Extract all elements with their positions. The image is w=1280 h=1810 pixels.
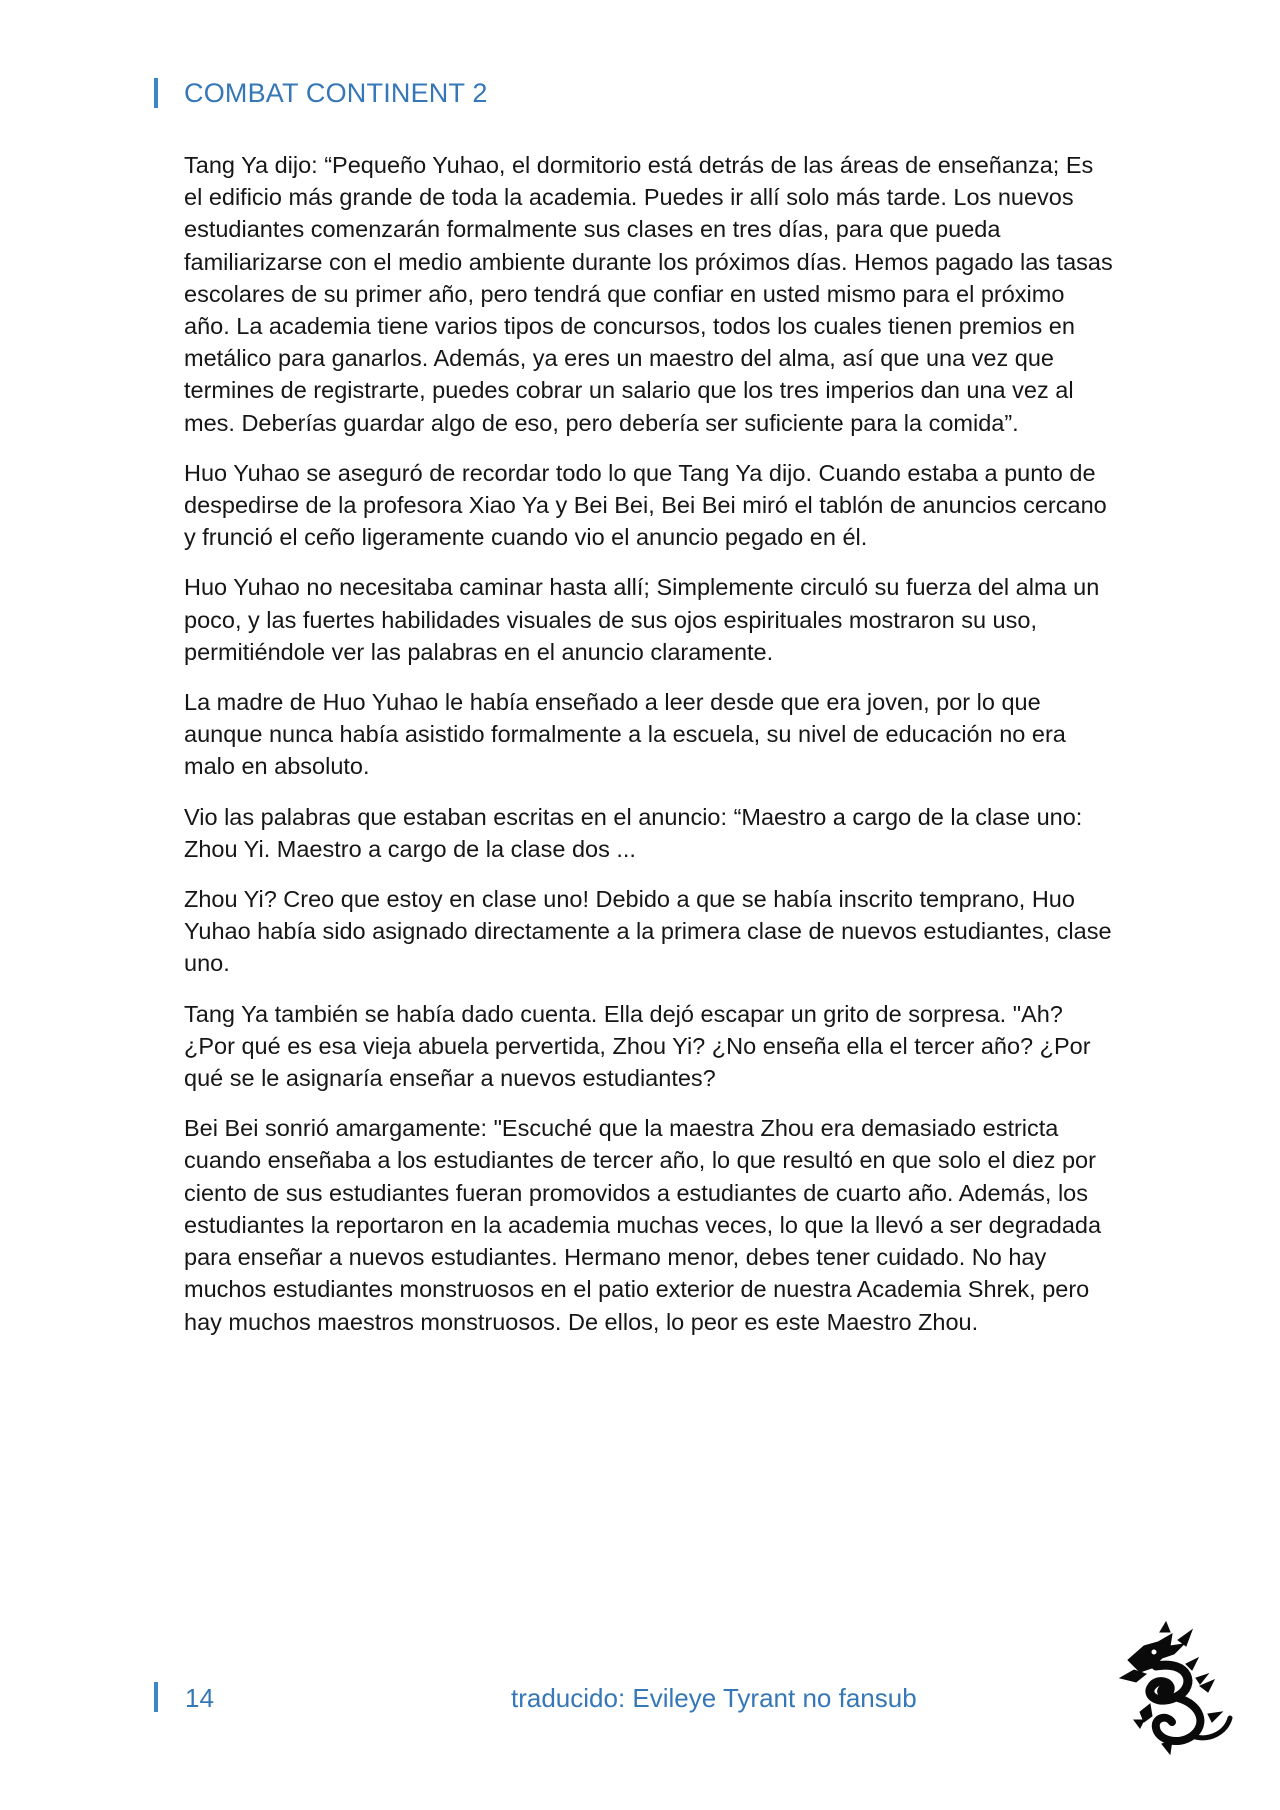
paragraph: Tang Ya también se había dado cuenta. Ella dejó escapar un grito de sorpresa. "Ah? ¿Por qué es esa vieja abuela pervertida, Zhou Yi? ¿No enseña ella el tercer año? ¿Por qué se le asignaría enseñar a nuevos estudiantes? <box>184 1000 1091 1092</box>
paragraph: Bei Bei sonrió amargamente: "Escuché que la maestra Zhou era demasiado estricta cuando enseñaba a los estudiantes de tercer año, lo que resultó en que solo el diez por ciento de sus estudiantes fueran promovidos a estudiantes de cuarto año. Además, los estudiantes la reportaron en la academia muchas veces, lo que la llevó a ser degradada para enseñar a nuevos estudiantes. Hermano menor, debes tener cuidado. No hay muchos estudiantes monstruosos en el patio exterior de nuestra Academia Shrek, pero hay muchos maestros monstruosos. De ellos, lo peor es este Maestro Zhou. <box>184 1115 1102 1335</box>
page-title: COMBAT CONTINENT 2 <box>184 78 488 108</box>
header-accent-bar <box>154 78 158 108</box>
paragraph: Tang Ya dijo: “Pequeño Yuhao, el dormitorio está detrás de las áreas de enseñanza; Es el edificio más grande de toda la academia. Puedes ir allí solo más tarde. Los nuevos estudiantes comenzarán formalmente sus clases en tres días, para que pueda familiarizarse con el medio ambiente durante los próximos días. Hemos pagado las tasas escolares de su primer año, pero tendrá que confiar en usted mismo para el próximo año. La academia tiene varios tipos de concursos, todos los cuales tienen premios en metálico para ganarlos. Además, ya eres un maestro del alma, así que una vez que termines de registrarte, puedes cobrar un salario que los tres imperios dan una vez al mes. Deberías guardar algo de eso, pero debería ser suficiente para la comida”. <box>184 152 1113 436</box>
translator-credit: traducido: Evileye Tyrant no fansub <box>511 1683 917 1713</box>
document-body <box>184 149 1114 1356</box>
paragraph: Huo Yuhao no necesitaba caminar hasta allí; Simplemente circuló su fuerza del alma un poco, y las fuertes habilidades visuales de sus ojos espirituales mostraron su uso, permitiéndole ver las palabras en el anuncio claramente. <box>184 574 1100 665</box>
dragon-logo-icon <box>1100 1620 1240 1760</box>
footer-accent-bar <box>154 1682 158 1712</box>
paragraph: La madre de Huo Yuhao le había enseñado a leer desde que era joven, por lo que aunque nunca había asistido formalmente a la escuela, su nivel de educación no era malo en absoluto. <box>184 689 1066 780</box>
paragraph: Vio las palabras que estaban escritas en el anuncio: “Maestro a cargo de la clase uno: Zhou Yi. Maestro a cargo de la clase dos ... <box>184 803 1083 862</box>
paragraph: Zhou Yi? Creo que estoy en clase uno! Debido a que se había inscrito temprano, Huo Yuhao había sido asignado directamente a la primera clase de nuevos estudiantes, clase uno. <box>184 886 1112 977</box>
paragraph: Huo Yuhao se aseguró de recordar todo lo que Tang Ya dijo. Cuando estaba a punto de despedirse de la profesora Xiao Ya y Bei Bei, Bei Bei miró el tablón de anuncios cercano y frunció el ceño ligeramente cuando vio el anuncio pegado en él. <box>184 459 1107 551</box>
page-number: 14 <box>185 1683 214 1713</box>
